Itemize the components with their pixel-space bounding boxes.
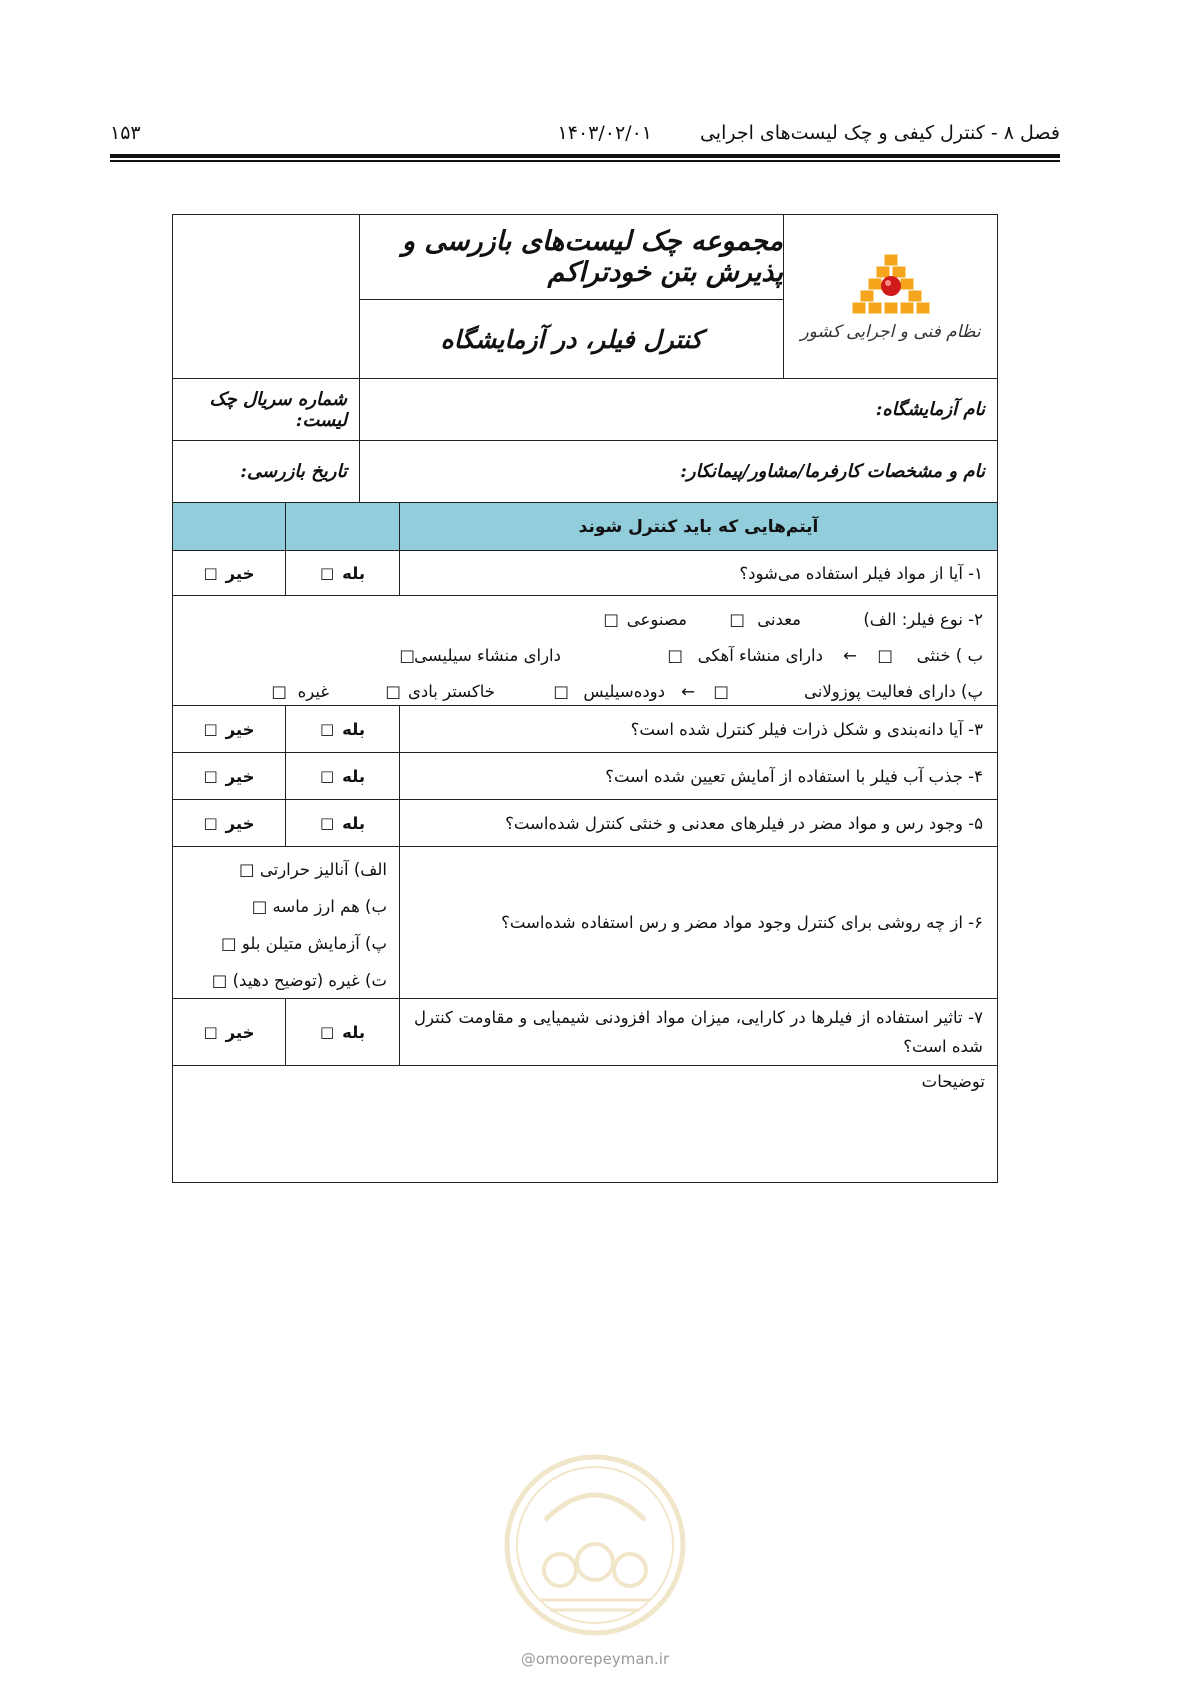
method-option-other[interactable]: ت) غیره (توضیح دهید) □: [211, 971, 387, 990]
form-subtitle: کنترل فیلر، در آزمایشگاه: [440, 324, 703, 354]
lab-name-label: نام آزمایشگاه:: [875, 399, 985, 420]
method-option-thermal[interactable]: الف) آنالیز حرارتی □: [239, 860, 387, 879]
form-title: مجموعه چک لیست‌های بازرسی و پذیرش بتن خودتراکم: [360, 215, 783, 300]
no-option-3[interactable]: خیر □: [203, 719, 255, 739]
info-row-lab: [173, 379, 997, 441]
checkbox-icon[interactable]: □: [319, 767, 335, 785]
question-row-5: [173, 800, 997, 847]
question-row-1: [173, 551, 997, 596]
title-cell: [359, 215, 783, 378]
option-calcareous: دارای منشاء آهکی: [697, 646, 823, 665]
checkbox-icon[interactable]: □: [203, 564, 218, 582]
option-synthetic: مصنوعی: [626, 610, 687, 629]
arrow-icon: ←: [681, 682, 695, 701]
question-row-7: [173, 999, 997, 1066]
items-header: آیتم‌هایی که باید کنترل شوند: [399, 503, 997, 550]
checklist-form: [172, 214, 998, 1183]
question-row-3: [173, 706, 997, 753]
checkbox-icon[interactable]: □: [271, 682, 287, 701]
header-no-col: [173, 503, 285, 550]
no-option-7[interactable]: خیر □: [203, 1022, 255, 1042]
question-3: ۳- آیا دانه‌بندی و شکل ذرات فیلر کنترل شده است؟: [399, 706, 997, 752]
checkbox-icon[interactable]: □: [667, 646, 683, 665]
yes-option-7[interactable]: بله □: [285, 999, 399, 1065]
checkbox-icon[interactable]: □: [203, 720, 218, 738]
serial-field[interactable]: [173, 379, 359, 440]
question-row-4: [173, 753, 997, 800]
notes-field[interactable]: [173, 1066, 997, 1182]
option-inert: ب ) خنثی: [916, 646, 983, 665]
checkbox-icon[interactable]: □: [203, 767, 218, 785]
header-rule: [110, 154, 1060, 158]
checkbox-icon[interactable]: □: [319, 720, 335, 738]
test-method-options: [173, 847, 399, 998]
logo-cell: [783, 215, 997, 378]
question-4: ۴- جذب آب فیلر با استفاده از آمایش تعیین شده است؟: [399, 753, 997, 799]
checkbox-icon[interactable]: □: [877, 646, 893, 665]
option-other: غیره: [297, 682, 329, 701]
question-row-2: [173, 596, 997, 706]
checkbox-icon[interactable]: □: [399, 646, 415, 665]
checkbox-icon[interactable]: □: [211, 971, 228, 990]
watermark-seal-icon: [500, 1450, 690, 1640]
notes-row: [173, 1066, 997, 1182]
title-block: [173, 215, 997, 379]
option-siliceous: دارای منشاء سیلیسی: [414, 646, 561, 665]
filler-type-line-a: [187, 602, 983, 638]
page-header: [110, 112, 1060, 152]
filler-type-line-b: [187, 638, 983, 674]
checkbox-icon[interactable]: □: [319, 1023, 335, 1041]
checkbox-icon[interactable]: □: [251, 897, 268, 916]
employer-field[interactable]: [359, 441, 997, 502]
no-option-1[interactable]: خیر □: [203, 563, 255, 583]
question-1: ۱- آیا از مواد فیلر استفاده می‌شود؟: [399, 551, 997, 595]
checkbox-icon[interactable]: □: [239, 860, 255, 879]
info-row-employer: [173, 441, 997, 503]
method-option-sand-equivalent[interactable]: ب) هم ارز ماسه □: [251, 897, 387, 916]
question-5: ۵- وجود رس و مواد مضر در فیلرهای معدنی و خنثی کنترل شده‌است؟: [399, 800, 997, 846]
question-2-lead: ۲- نوع فیلر: الف): [863, 610, 983, 629]
header-date: ۱۴۰۳/۰۲/۰۱: [557, 122, 652, 144]
inspection-date-field[interactable]: [173, 441, 359, 502]
checkbox-icon[interactable]: □: [203, 1023, 218, 1041]
filler-type-cell: [173, 596, 997, 705]
logo-caption: نظام فنی و اجرایی کشور: [800, 321, 981, 342]
question-6: ۶- از چه روشی برای کنترل وجود مواد مضر و رس استفاده شده‌است؟: [399, 847, 997, 998]
page-number: ۱۵۳: [110, 122, 141, 144]
question-row-6: [173, 847, 997, 999]
question-7: ۷- تاثیر استفاده از فیلرها در کارایی، میزان مواد افزودنی شیمیایی و مقاومت کنترل شده است؟: [399, 999, 997, 1065]
checkbox-icon[interactable]: □: [319, 814, 335, 832]
option-fly-ash: خاکستر بادی: [407, 682, 495, 701]
yes-option-4[interactable]: بله □: [285, 753, 399, 799]
employer-label: نام و مشخصات کارفرما/مشاور/پیمانکار:: [680, 461, 985, 482]
checkbox-icon[interactable]: □: [319, 564, 335, 582]
checkbox-icon[interactable]: □: [713, 682, 729, 701]
watermark-url: @omoorepeyman.ir: [520, 1650, 670, 1668]
checkbox-icon[interactable]: □: [553, 682, 569, 701]
checkbox-icon[interactable]: □: [385, 682, 401, 701]
blank-corner-cell: [173, 215, 359, 378]
arrow-icon: ←: [843, 646, 857, 665]
no-option-5[interactable]: خیر □: [203, 813, 255, 833]
method-option-methylene-blue[interactable]: پ) آزمایش متیلن بلو □: [221, 934, 387, 953]
option-mineral: معدنی: [757, 610, 801, 629]
organization-logo: [851, 252, 931, 318]
items-header-row: [173, 503, 997, 551]
option-silica-fume: دوده‌سیلیس: [583, 682, 665, 701]
inspection-date-label: تاریخ بازرسی:: [240, 461, 347, 482]
yes-option-5[interactable]: بله □: [285, 800, 399, 846]
header-rule-thin: [110, 160, 1060, 162]
header-yes-col: [285, 503, 399, 550]
notes-label: توضیحات: [921, 1072, 985, 1091]
yes-option-1[interactable]: بله □: [285, 551, 399, 595]
filler-type-line-c: [187, 674, 983, 710]
checkbox-icon[interactable]: □: [221, 934, 237, 953]
no-option-4[interactable]: خیر □: [203, 766, 255, 786]
checkbox-icon[interactable]: □: [203, 814, 218, 832]
option-pozzolanic: پ) دارای فعالیت پوزولانی: [804, 682, 983, 701]
serial-label: شماره سریال چک لیست:: [209, 388, 347, 431]
checkbox-icon[interactable]: □: [729, 610, 745, 629]
chapter-title: فصل ۸ - کنترل کیفی و چک لیست‌های اجرایی: [699, 122, 1060, 144]
checkbox-icon[interactable]: □: [603, 610, 619, 629]
lab-name-field[interactable]: [359, 379, 997, 440]
yes-option-3[interactable]: بله □: [285, 706, 399, 752]
